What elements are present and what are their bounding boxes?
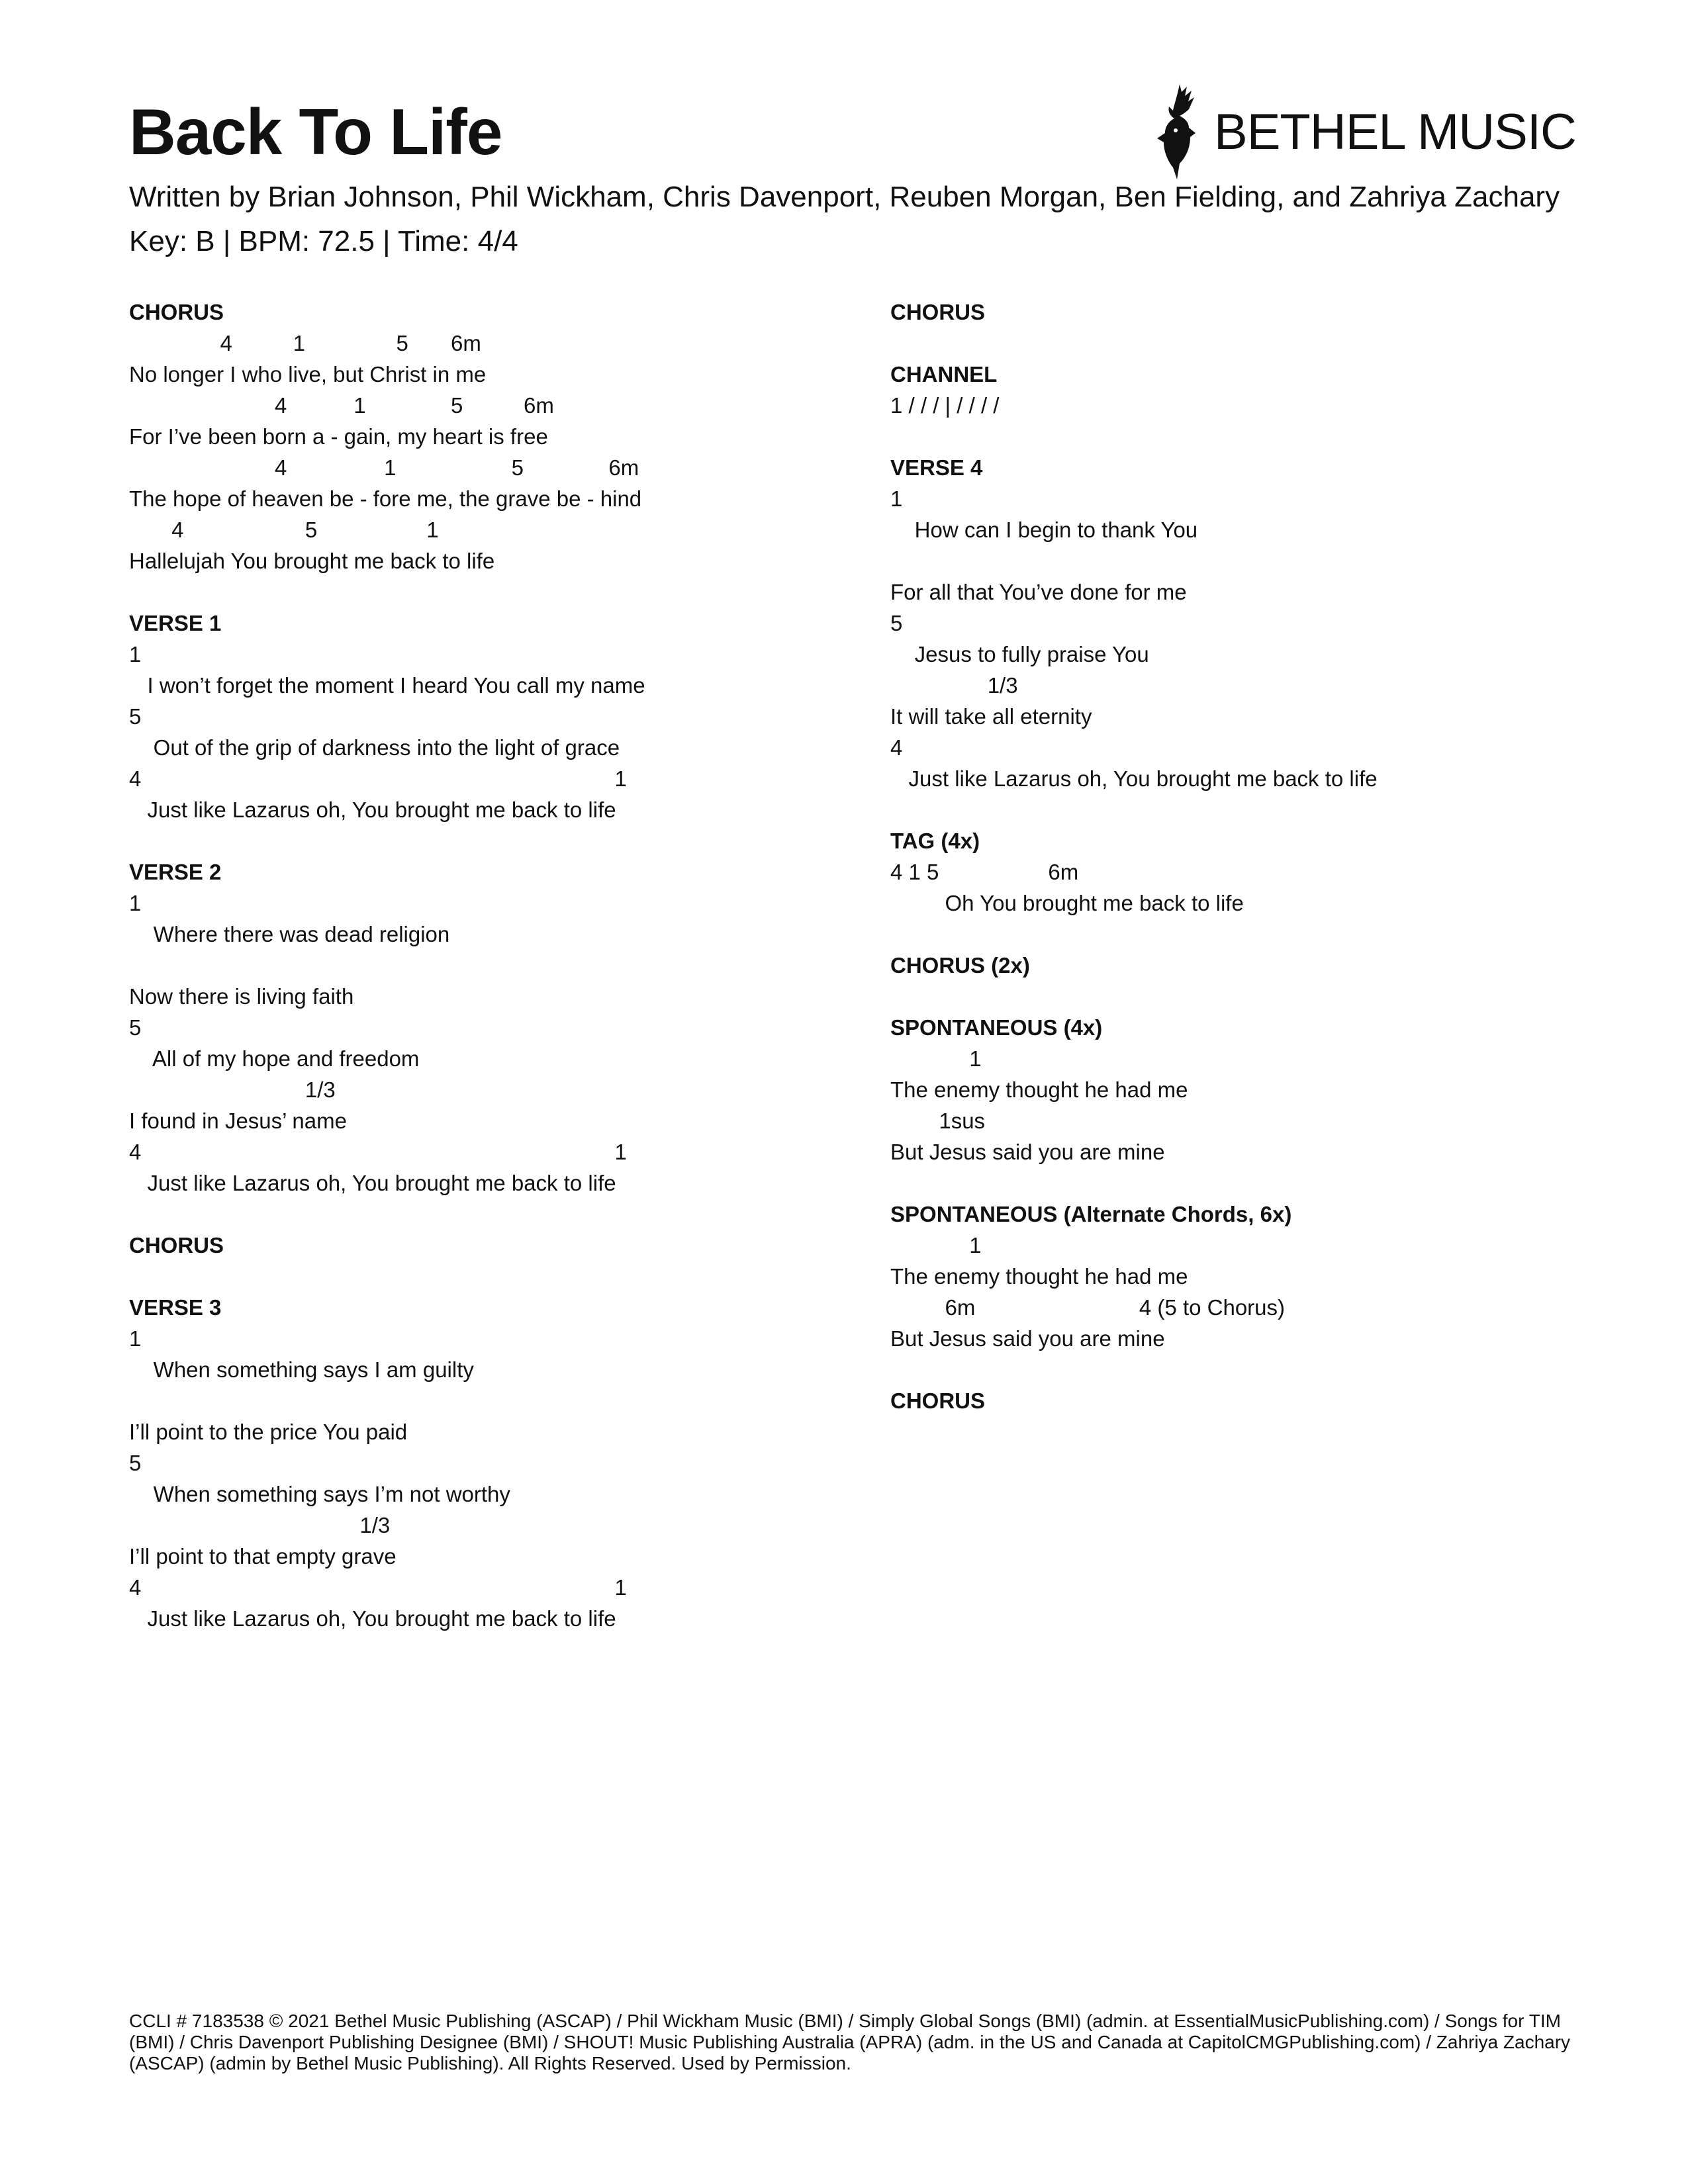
brand-name: BETHEL MUSIC	[1214, 103, 1576, 160]
section-heading: SPONTANEOUS (4x)	[890, 1015, 1103, 1040]
chord-line: 6m 4 (5 to Chorus)	[890, 1295, 1285, 1320]
chord-line: 1/3	[129, 1513, 391, 1537]
chord-line: 1	[890, 1046, 982, 1071]
lyric-line: Jesus to fully praise You	[890, 642, 1149, 666]
blank-line	[890, 421, 1592, 452]
lyric-line: I’ll point to the price You paid	[129, 1420, 408, 1444]
lyric-line: Just like Lazarus oh, You brought me back to life	[890, 766, 1378, 791]
blank-line	[129, 950, 824, 981]
writers-credit: Written by Brian Johnson, Phil Wickham, Chris Davenport, Reuben Morgan, Ben Fielding, and Zahriya Zachary	[129, 181, 1560, 213]
lyric-line: When something says I am guilty	[129, 1357, 474, 1382]
blank-line	[890, 981, 1592, 1012]
section-heading: SPONTANEOUS (Alternate Chords, 6x)	[890, 1202, 1292, 1226]
section-heading: VERSE 4	[890, 455, 983, 480]
right-column	[890, 296, 1592, 1416]
lyric-line: All of my hope and freedom	[129, 1046, 420, 1071]
deer-head-icon	[1150, 83, 1205, 181]
song-info: Key: B | BPM: 72.5 | Time: 4/4	[129, 225, 518, 257]
lyric-line: I’ll point to that empty grave	[129, 1544, 397, 1569]
chord-line: 4 1 5 6m	[890, 860, 1079, 884]
section-heading: CHORUS	[129, 1233, 224, 1257]
chord-line: 4 1 5 6m	[129, 393, 554, 418]
chord-line: 1	[129, 891, 142, 915]
chord-line: 5	[129, 1015, 142, 1040]
lyric-line: Out of the grip of darkness into the light of grace	[129, 735, 620, 760]
chord-line: 5	[129, 704, 142, 729]
blank-line	[129, 1385, 824, 1416]
blank-line	[890, 1167, 1592, 1199]
lyric-line: Just like Lazarus oh, You brought me back to life	[129, 1171, 616, 1195]
blank-line	[129, 576, 824, 608]
lyric-line: Now there is living faith	[129, 984, 354, 1009]
lyric-line: The hope of heaven be - fore me, the grave be - hind	[129, 486, 642, 511]
lyric-line: The enemy thought he had me	[890, 1077, 1188, 1102]
lyric-line: It will take all eternity	[890, 704, 1092, 729]
lyric-line: For all that You’ve done for me	[890, 580, 1187, 604]
lyric-line: Just like Lazarus oh, You brought me back to life	[129, 1606, 616, 1631]
lyric-line: For I’ve been born a - gain, my heart is free	[129, 424, 548, 449]
chord-line: 1	[129, 1326, 142, 1351]
lyric-line: Just like Lazarus oh, You brought me back to life	[129, 797, 616, 822]
chord-line: 4 1 5 6m	[129, 455, 639, 480]
lyric-line: The enemy thought he had me	[890, 1264, 1188, 1289]
section-heading: VERSE 1	[129, 611, 222, 635]
chord-line: 1/3	[129, 1077, 336, 1102]
chord-line: 4 1	[129, 1575, 627, 1600]
chord-line: 4 1 5 6m	[129, 331, 481, 355]
chord-line: 5	[890, 611, 903, 635]
chord-line: 1	[890, 486, 903, 511]
blank-line	[129, 1199, 824, 1230]
chord-line: 1sus	[890, 1109, 986, 1133]
section-heading: VERSE 2	[129, 860, 222, 884]
blank-line	[129, 825, 824, 856]
chord-line: 4 1	[129, 766, 627, 791]
chord-line: 5	[129, 1451, 142, 1475]
section-heading: CHANNEL	[890, 362, 998, 387]
copyright-footer: CCLI # 7183538 © 2021 Bethel Music Publishing (ASCAP) / Phil Wickham Music (BMI) / Simply Global Songs (BMI) (admin. at EssentialMusicPublishing.com) / Songs for TIM (BMI) / Chris Davenport Publishing Designee (BMI) / SHOUT! Music Publishing Australia (APRA) (adm. in the US and Canada at CapitolCMGPublishing.com) / Zahriya Zachary (ASCAP) (admin by Bethel Music Publishing). All Rights Reserved. Used by Permission.	[129, 2011, 1571, 2073]
lyric-line: I won’t forget the moment I heard You call my name	[129, 673, 645, 698]
lyric-line: Where there was dead religion	[129, 922, 450, 946]
section-heading: CHORUS	[129, 300, 224, 324]
lyric-line: Hallelujah You brought me back to life	[129, 549, 495, 573]
lyric-line: How can I begin to thank You	[890, 518, 1198, 542]
blank-line	[129, 1261, 824, 1292]
lyric-line: Oh You brought me back to life	[890, 891, 1244, 915]
left-column	[129, 296, 824, 1634]
section-heading: VERSE 3	[129, 1295, 222, 1320]
chord-line: 1/3	[890, 673, 1018, 698]
blank-line	[890, 919, 1592, 950]
section-heading: CHORUS (2x)	[890, 953, 1030, 978]
section-heading: CHORUS	[890, 300, 986, 324]
blank-line	[890, 328, 1592, 359]
chord-line: 1	[890, 1233, 982, 1257]
bethel-music-logo	[1150, 82, 1576, 181]
blank-line	[890, 545, 1592, 576]
song-title: Back To Life	[129, 95, 502, 168]
blank-line	[890, 1354, 1592, 1385]
blank-line	[890, 794, 1592, 825]
lyric-line: But Jesus said you are mine	[890, 1140, 1165, 1164]
lyric-line: No longer I who live, but Christ in me	[129, 362, 487, 387]
lyric-line: But Jesus said you are mine	[890, 1326, 1165, 1351]
lyric-line: When something says I’m not worthy	[129, 1482, 510, 1506]
section-heading: TAG (4x)	[890, 829, 980, 853]
chord-line: 1	[129, 642, 142, 666]
section-heading: CHORUS	[890, 1388, 986, 1413]
chord-line: 4	[890, 735, 903, 760]
lyric-line: I found in Jesus’ name	[129, 1109, 347, 1133]
chord-line: 4 5 1	[129, 518, 439, 542]
chord-line: 4 1	[129, 1140, 627, 1164]
chord-line: 1 / / / | / / / /	[890, 393, 1000, 418]
